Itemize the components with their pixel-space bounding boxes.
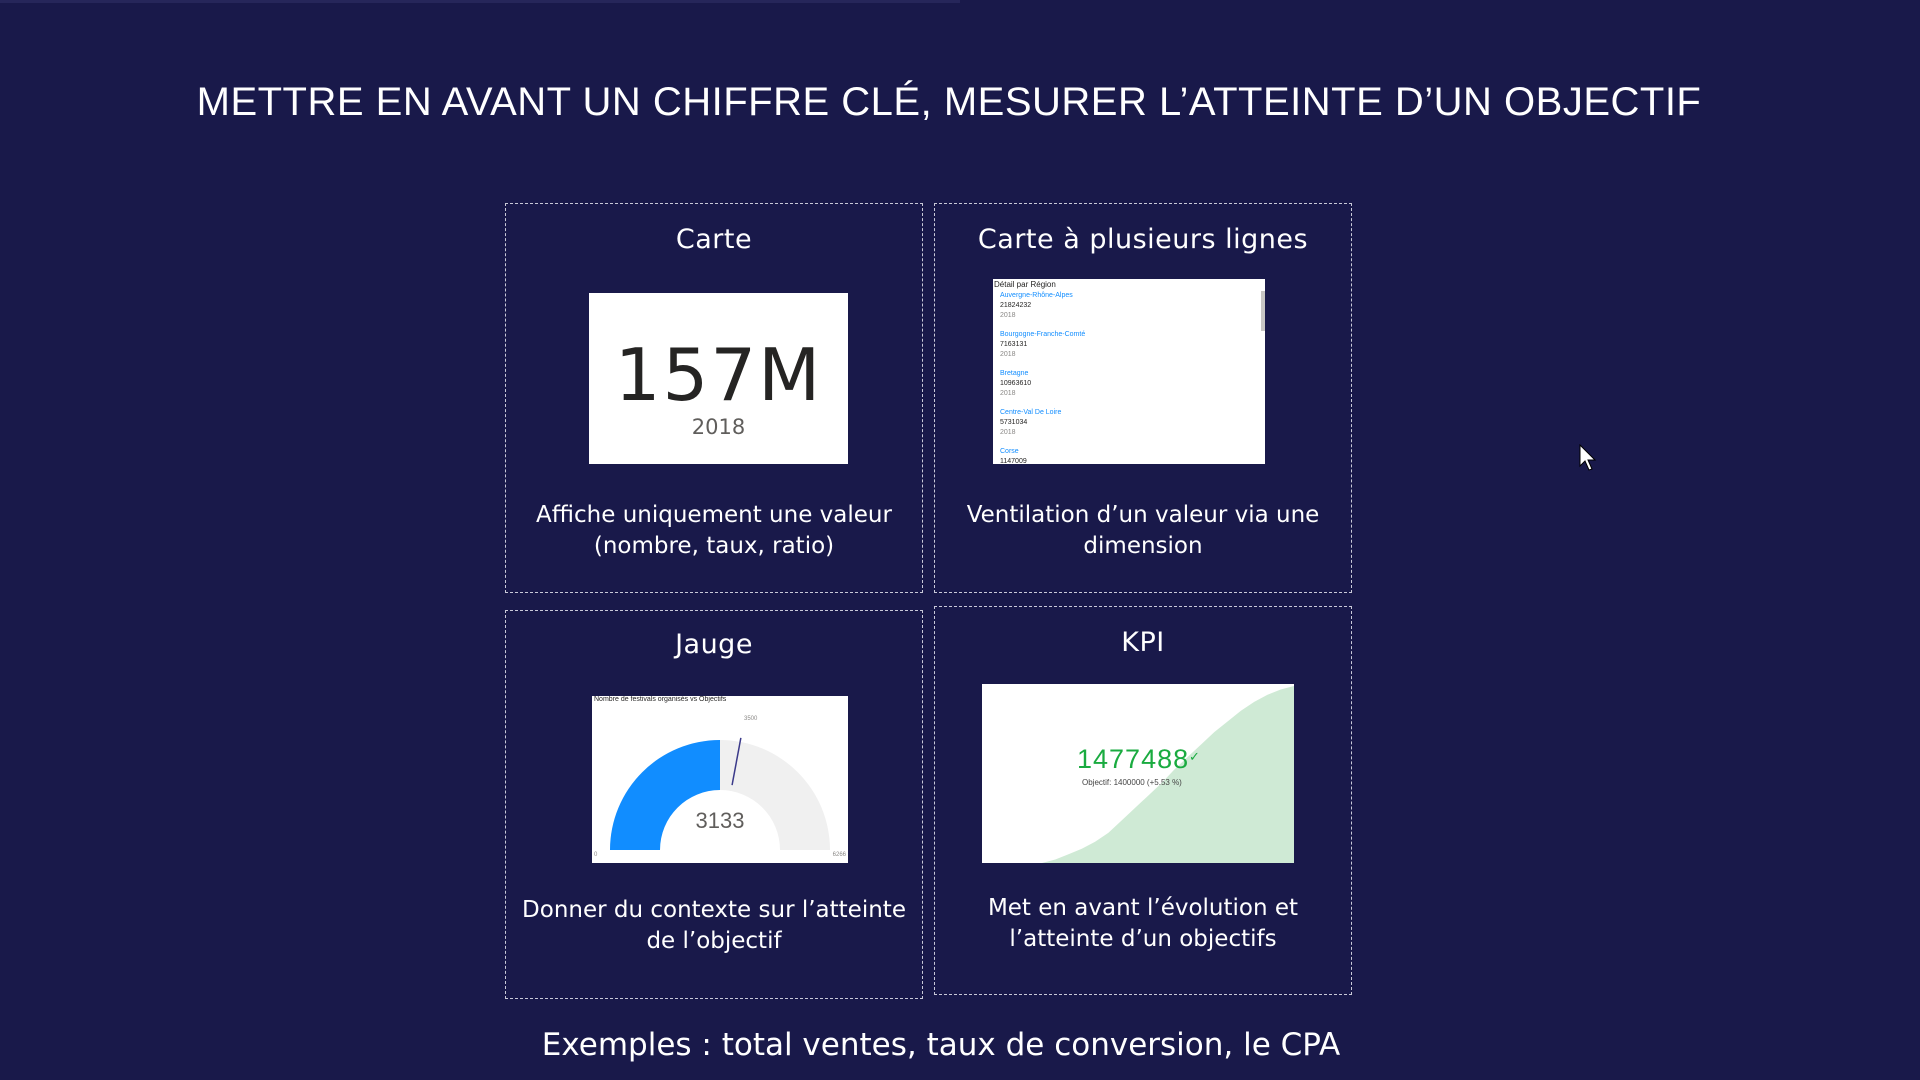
gauge-preview-title: Nombre de festivals organisés vs Objectifs [594, 696, 727, 703]
card-jauge-desc-line1: Donner du contexte sur l’atteinte [522, 897, 906, 923]
card-jauge [505, 610, 923, 999]
multirow-item [1000, 291, 1260, 330]
card-kpi-desc-line1: Met en avant l’évolution et [987, 895, 1299, 921]
card-multirow [934, 203, 1352, 593]
kpi-goal: Objectif: 1400000 (+5.53 %) [1082, 778, 1182, 787]
multirow-item-year: 2018 [1000, 390, 1016, 397]
card-carte-title: Carte [675, 224, 753, 255]
multirow-preview-title: Détail par Région [994, 280, 1056, 289]
multirow-item-region: Bourgogne-Franche-Comté [1000, 331, 1086, 338]
card-carte-description [506, 500, 922, 562]
multirow-item-value: 21824232 [1000, 302, 1032, 309]
multirow-item-value: 10963610 [1000, 380, 1032, 387]
multirow-item-year: 2018 [1000, 429, 1016, 436]
card-multirow-description [935, 500, 1351, 562]
kpi-value: 1477488 [1077, 744, 1190, 774]
carte-subtitle: 2018 [691, 415, 746, 439]
card-carte-desc-line2: (nombre, taux, ratio) [593, 533, 835, 559]
card-kpi-description [935, 893, 1351, 955]
multirow-item-region: Bretagne [1000, 370, 1029, 377]
card-multirow-title: Carte à plusieurs lignes [977, 224, 1309, 255]
multirow-list [1000, 291, 1260, 464]
multirow-item-year: 2018 [1000, 312, 1016, 319]
multirow-item-region: Auvergne-Rhône-Alpes [1000, 292, 1073, 299]
slide-title: METTRE EN AVANT UN CHIFFRE CLÉ, MESURER L’ATTEINTE D’UN OBJECTIF [196, 80, 1702, 124]
gauge-max-label: 6266 [832, 852, 846, 858]
multirow-item-value: 7163131 [1000, 341, 1028, 348]
carte-value: 157M [614, 333, 823, 417]
multirow-item [1000, 447, 1260, 464]
multirow-item [1000, 330, 1260, 369]
card-jauge-description [506, 895, 922, 957]
card-kpi [934, 606, 1352, 995]
gauge-chart [592, 696, 848, 863]
multirow-item [1000, 369, 1260, 408]
card-kpi-title: KPI [1121, 627, 1165, 658]
examples-text: Exemples : total ventes, taux de conversion, le CPA [541, 1027, 1341, 1063]
card-multirow-desc-line1: Ventilation d’un valeur via une [966, 502, 1320, 528]
multirow-item-year: 2018 [1000, 351, 1016, 358]
multirow-item-region: Corse [1000, 448, 1019, 455]
top-bar [0, 0, 960, 3]
multirow-item-region: Centre-Val De Loire [1000, 409, 1062, 416]
card-kpi-desc-line2: l’atteinte d’un objectifs [1009, 926, 1277, 952]
mouse-cursor-icon [1579, 444, 1597, 472]
card-carte-desc-line1: Affiche uniquement une valeur [536, 502, 892, 528]
multirow-item-value: 1147009 [1000, 458, 1027, 464]
gauge-min-label: 0 [594, 852, 598, 858]
card-carte [505, 203, 923, 593]
multirow-preview [993, 279, 1265, 464]
card-jauge-desc-line2: de l’objectif [646, 928, 782, 954]
multirow-item [1000, 408, 1260, 447]
card-multirow-desc-line2: dimension [1083, 533, 1203, 559]
gauge-preview [592, 696, 848, 863]
multirow-item-value: 5731034 [1000, 419, 1028, 426]
gauge-target-label: 3500 [744, 716, 758, 722]
card-jauge-title: Jauge [675, 629, 753, 660]
multirow-scrollbar[interactable] [1261, 291, 1265, 331]
kpi-preview [982, 684, 1294, 863]
carte-preview [589, 293, 848, 464]
check-icon: ✓ [1189, 750, 1200, 765]
gauge-value: 3133 [695, 808, 745, 833]
